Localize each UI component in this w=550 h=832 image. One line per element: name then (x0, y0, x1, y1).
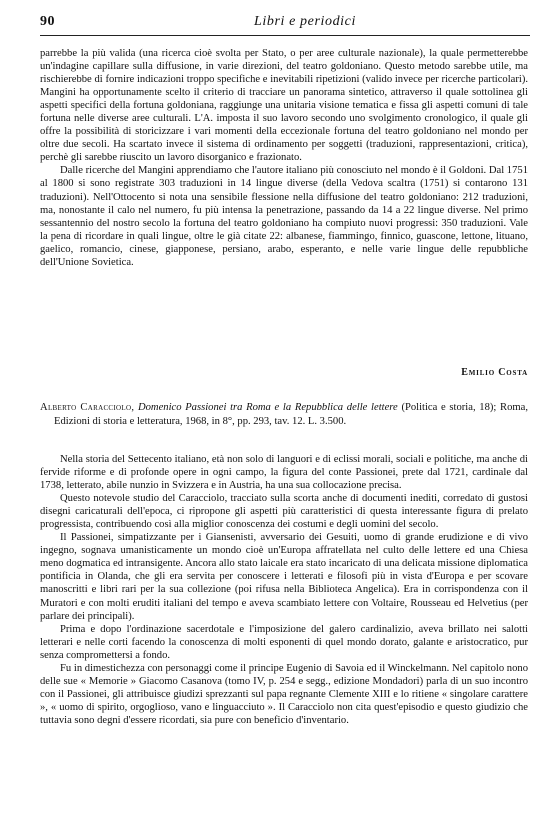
review-body (40, 453, 528, 727)
paragraph: Fu in dimestichezza con personaggi come il principe Eugenio di Savoia ed il Winckelmann. Nel capitolo nono delle sue « Memorie » Giacomo Casanova (tomo IV, p. 254 e segg., edizione Mondadori) parla di un suo incontro con il Passionei, gli attribuisce giudizi sprezzanti sul papa regnante Clemente XIII e lo ritiene « singolare carattere », « uomo di spirito, orgoglioso, vano e linguacciuto ». Il Caracciolo non cita quest'episodio e questo giudizio che tuttavia sono degni d'essere ricordati, sia pure con beneficio d'inventario. (40, 662, 528, 726)
review-continuation (40, 47, 528, 269)
book-title: Domenico Passionei tra Roma e la Repubblica delle lettere (137, 402, 398, 413)
book-author: Alberto Caracciolo, (40, 402, 135, 413)
book-review-heading (40, 401, 528, 428)
running-title: Libri e periodici (254, 14, 356, 29)
page-number: 90 (40, 14, 55, 29)
reviewer-signature: Emilio Costa (461, 367, 528, 378)
paragraph: Nella storia del Settecento italiano, età non solo di languori e di eclissi morali, sociali e politiche, ma anche di fervide riforme e di profonde opere in ogni campo, la figura del conte Passionei, prete dal 1721, cardinale dal 1738, letterato, abile nunzio in Svizzera e in Austria, ha una sua collocazione precisa. (40, 454, 528, 492)
bibliographic-entry (40, 401, 528, 428)
paragraph: Prima e dopo l'ordinazione sacerdotale e l'imposizione del galero cardinalizio, aveva brillato nei salotti letterari e nelle corti facendo la conoscenza di molti esponenti di quel mondo dorato, galante e aristocratico, pur senza compromettersi a fondo. (40, 623, 528, 661)
paragraph: Il Passionei, simpatizzante per i Giansenisti, avversario dei Gesuiti, uomo di grande erudizione e di vivo ingegno, sognava umanisticamente un mondo cioè un'Europa affratellata nel culto delle lettere ed una Chiesa meno dogmatica ed intransigente. Ancora allo stato laicale era stato incaricato di una delicata missione diplomatica pontificia in Olanda, che gli era servita per conoscere i letterati e filosofi più in vista d'Europa e per scovare manoscritti e libri rari per la sua collezione (poi rifusa nella Biblioteca Angelica). Era in corrispondenza con il Muratori e con molti eruditi italiani del tempo e aveva scambiato lettere con Voltaire, Rousseau ed Helvetius (per parlare dei principali). (40, 532, 528, 622)
paragraph: parrebbe la più valida (una ricerca cioè svolta per Stato, o per aree culturale nazionale), la quale permetterebbe un'indagine capillare sulla diffusione, in varie direzioni, del teatro goldoniano. Questo metodo sarebbe utile, ma rischierebbe di fornire indicazioni troppo specifiche e inevitabili ripetizioni (valido invece per ricerche particolari). Mangini ha opportunamente scelto il criterio di tracciare un panorama sintetico, attraverso il quale sottolinea gli aspetti specifici della fortuna goldoniana, raggiunge una unitaria visione tematica e fissa gli aspetti comuni di tale fortuna nelle diverse aree culturali. L'A. imposta il suo lavoro secondo uno svolgimento cronologico, il quale gli offre la possibilità di storicizzare i vari momenti della eccezionale fortuna del teatro goldoniano nel mondo per oltre due secoli. Ha scartato invece il sistema di ordinamento per soggetti (traduzioni, rappresentazioni, critica), perchè gli sarebbe riuscito un lavoro disorganico e frazionato. (40, 48, 528, 164)
page-header (40, 14, 530, 34)
paragraph: Questo notevole studio del Caracciolo, tracciato sulla scorta anche di documenti inediti, corredato di gustosi disegni caricaturali dell'epoca, ci ripropone gli aspetti più caratteristici di questa interessante figura di prelato progressista, contribuendo così alla miglior conoscenza dei costumi e degli uomini del secolo. (40, 493, 528, 531)
header-rule (40, 35, 530, 36)
paragraph: Dalle ricerche del Mangini apprendiamo che l'autore italiano più conosciuto nel mondo è il Goldoni. Dal 1751 al 1800 si sono registrate 303 traduzioni in 14 lingue diverse (della Vedova scaltra (1751) si contarono 131 traduzioni). Nell'Ottocento si nota una sensibile flessione nella diffusione del teatro goldoniano: 212 traduzioni, ma, nonostante il calo nel numero, fu più intensa la penetrazione, passando da 14 a 22 lingue diverse. Nel primo sessantennio del nostro secolo la fortuna del teatro goldoniano ha compiuto nuovi progressi: 350 traduzioni. Vale la pena di ricordare in quali lingue, oltre le già citate 22: albanese, fiammingo, finnico, guascone, lettone, lituano, gaelico, romancio, cinese, giapponese, persiano, arabo, esperanto, e nelle varie lingue delle repubbliche dell'Unione Sovietica. (40, 165, 528, 268)
book-details: (Politica e storia, 18); Roma, Edizioni di storia e letteratura, 1968, in 8°, pp. 293, tav. 12. L. 3.500. (54, 402, 528, 427)
